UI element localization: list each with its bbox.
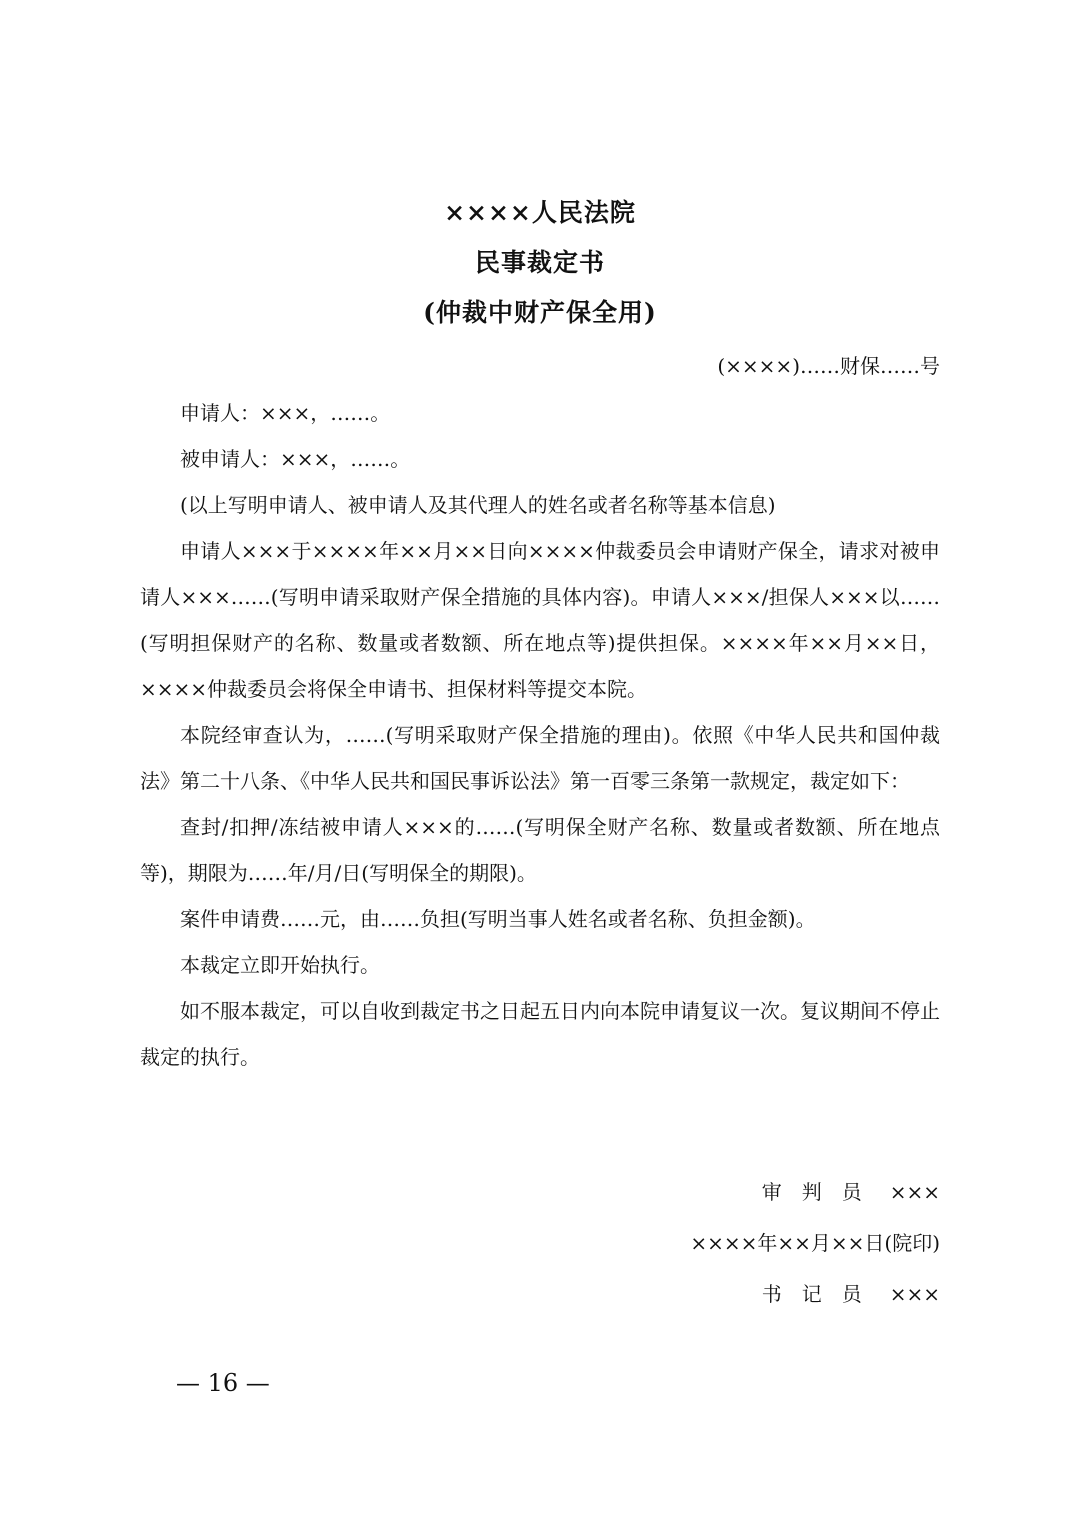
judge-name: ×××: [889, 1180, 940, 1204]
respondent-line: 被申请人：×××，……。: [180, 447, 411, 471]
court-name: ××××人民法院: [444, 198, 636, 227]
judge-role: 审判员: [761, 1180, 882, 1204]
case-number: (××××)……财保……号: [717, 354, 940, 378]
clerk-role: 书记员: [761, 1282, 882, 1306]
judge-signature: [762, 1178, 940, 1206]
clerk-name: ×××: [889, 1282, 940, 1306]
document-body: [140, 390, 940, 1080]
ruling-paragraph: 查封/扣押/冻结被申请人×××的……(写明保全财产名称、数量或者数额、所在地点等)，期限为……年/月/日(写明保全的期限)。: [140, 815, 940, 885]
fee-paragraph: 案件申请费……元，由……负担(写明当事人姓名或者名称、负担金额)。: [180, 907, 816, 931]
appeal-paragraph: 如不服本裁定，可以自收到裁定书之日起五日内向本院申请复议一次。复议期间不停止裁定的执行。: [140, 999, 940, 1069]
date-seal: ××××年××月××日(院印): [690, 1231, 940, 1255]
reasoning-paragraph: 本院经审查认为，……(写明采取财产保全措施的理由)。依照《中华人民共和国仲裁法》第二十八条、《中华人民共和国民事诉讼法》第一百零三条第一款规定，裁定如下：: [140, 723, 940, 793]
clerk-signature: [762, 1280, 940, 1308]
facts-paragraph: 申请人×××于××××年××月××日向××××仲裁委员会申请财产保全，请求对被申请人×××……(写明申请采取财产保全措施的具体内容)。申请人×××/担保人×××以……(写明担保财产的名称、数量或者数额、所在地点等)提供担保。××××年××月××日，××××仲裁委员会将保全申请书、担保材料等提交本院。: [140, 539, 940, 701]
applicant-line: 申请人：×××，……。: [180, 401, 391, 425]
document-type-title: 民事裁定书: [474, 248, 605, 277]
effect-paragraph: 本裁定立即开始执行。: [180, 953, 380, 977]
document-subtitle: (仲裁中财产保全用): [423, 298, 657, 327]
page-number: — 16 —: [176, 1369, 270, 1397]
parties-note: (以上写明申请人、被申请人及其代理人的姓名或者名称等基本信息): [180, 493, 776, 517]
